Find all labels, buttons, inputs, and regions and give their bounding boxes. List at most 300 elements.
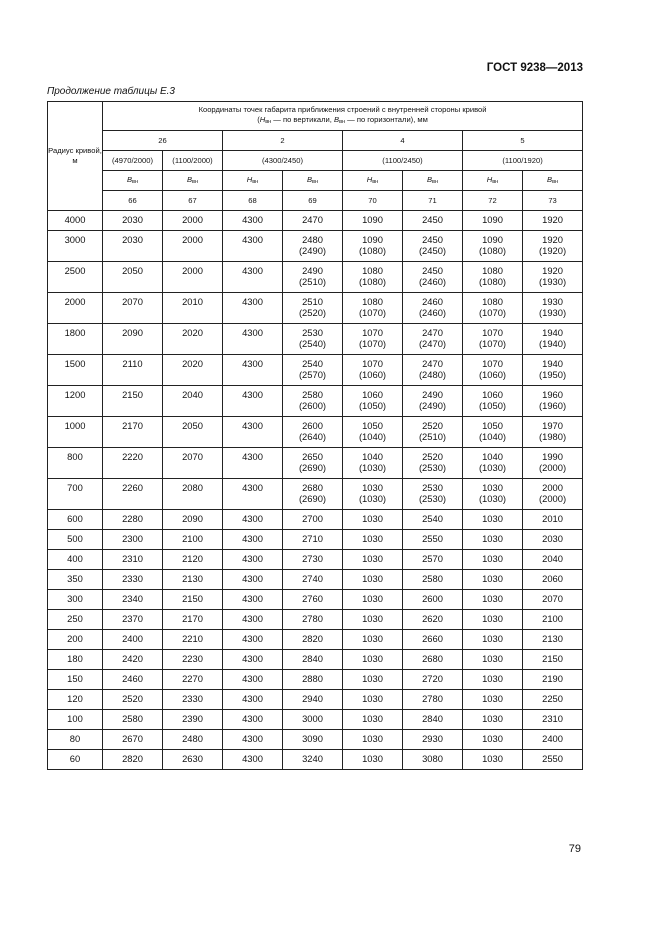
coordinate-cell [343, 670, 403, 690]
coordinate-cell [343, 293, 403, 324]
coordinate-cell [163, 262, 223, 293]
coordinate-value: 2780 [302, 613, 323, 624]
coordinate-value: 2220 [122, 451, 143, 462]
coordinate-cell [523, 231, 583, 262]
coordinate-symbol-header: Bвн [403, 171, 463, 191]
coordinate-cell [343, 610, 403, 630]
table-row [48, 550, 583, 570]
clearance-group-header: 2 [223, 131, 343, 151]
coordinate-value: 1030 [482, 482, 503, 493]
coordinate-value: 1090 [482, 214, 503, 225]
coordinate-value: 1030 [482, 593, 503, 604]
coordinate-value: 2270 [182, 673, 203, 684]
coordinate-value: 2600 [302, 420, 323, 431]
coordinate-cell [163, 590, 223, 610]
coordinates-header-line1: Координаты точек габарита приближения строений с внутренней стороны кривой [198, 105, 487, 114]
radius-cell: 4000 [48, 211, 103, 231]
coordinate-value: 1920 [542, 265, 563, 276]
coordinate-value: 2000 [542, 482, 563, 493]
coordinate-cell [343, 479, 403, 510]
coordinate-cell [283, 610, 343, 630]
alternate-value: (2490) [418, 400, 447, 411]
coordinate-cell [463, 550, 523, 570]
table-row [48, 630, 583, 650]
coordinate-value: 2710 [302, 533, 323, 544]
coordinate-value: 2310 [542, 713, 563, 724]
coordinate-cell [463, 448, 523, 479]
coordinate-cell [403, 211, 463, 231]
coordinate-value: 2530 [302, 327, 323, 338]
coordinate-value: 1030 [482, 613, 503, 624]
coordinate-cell [103, 510, 163, 530]
coordinate-value: 1080 [362, 296, 383, 307]
radius-cell: 700 [48, 479, 103, 510]
coordinate-value: 2820 [122, 753, 143, 764]
coordinate-value: 2540 [302, 358, 323, 369]
coordinate-cell [103, 710, 163, 730]
table-row [48, 355, 583, 386]
table-row [48, 710, 583, 730]
alternate-value: (2460) [418, 276, 447, 287]
coordinate-value: 2550 [422, 533, 443, 544]
coordinate-value: 2000 [182, 214, 203, 225]
coordinate-value: 2070 [122, 296, 143, 307]
coordinate-cell [163, 417, 223, 448]
coordinate-cell [463, 417, 523, 448]
coordinate-value: 2720 [422, 673, 443, 684]
coordinate-cell [223, 293, 283, 324]
coordinate-value: 1030 [362, 513, 383, 524]
table-row [48, 386, 583, 417]
coordinate-value: 1030 [482, 633, 503, 644]
coordinate-value: 4300 [242, 533, 263, 544]
coordinate-value: 2680 [302, 482, 323, 493]
alternate-value: (1060) [478, 369, 507, 380]
coordinate-value: 2450 [422, 265, 443, 276]
radius-header: Радиус кривой, м [48, 102, 103, 211]
coordinate-cell [163, 386, 223, 417]
coordinate-cell [403, 690, 463, 710]
coordinate-value: 2130 [542, 633, 563, 644]
coordinate-cell [163, 730, 223, 750]
point-number-header: 70 [343, 191, 403, 211]
radius-cell: 80 [48, 730, 103, 750]
coordinate-cell [223, 262, 283, 293]
coordinate-cell [283, 730, 343, 750]
coordinate-value: 2260 [122, 482, 143, 493]
coordinate-value: 2150 [182, 593, 203, 604]
coordinate-value: 2470 [422, 358, 443, 369]
coordinate-symbol-header: Hвн [343, 171, 403, 191]
coordinate-value: 2010 [542, 513, 563, 524]
coordinate-cell [343, 590, 403, 610]
alternate-value: (1040) [478, 431, 507, 442]
coordinate-value: 1070 [482, 358, 503, 369]
alternate-value: (1050) [478, 400, 507, 411]
alternate-value: (1070) [478, 338, 507, 349]
coordinate-value: 1080 [362, 265, 383, 276]
coordinate-cell [163, 670, 223, 690]
coordinate-value: 1920 [542, 234, 563, 245]
coordinate-value: 4300 [242, 633, 263, 644]
coordinate-cell [343, 262, 403, 293]
coordinate-cell [403, 293, 463, 324]
coordinate-cell [103, 448, 163, 479]
coordinate-value: 4300 [242, 389, 263, 400]
coordinate-value: 2570 [422, 553, 443, 564]
coordinate-value: 2600 [422, 593, 443, 604]
radius-cell: 600 [48, 510, 103, 530]
coordinate-cell [343, 417, 403, 448]
document-code: ГОСТ 9238—2013 [486, 62, 583, 74]
alternate-value: (2690) [298, 462, 327, 473]
coordinate-value: 4300 [242, 265, 263, 276]
radius-cell: 200 [48, 630, 103, 650]
point-number-header: 67 [163, 191, 223, 211]
coordinate-cell [463, 570, 523, 590]
coordinate-cell [103, 610, 163, 630]
coordinate-cell [403, 355, 463, 386]
coordinate-cell [283, 750, 343, 770]
coordinate-cell [523, 262, 583, 293]
coordinate-cell [283, 510, 343, 530]
coordinate-cell [283, 590, 343, 610]
alternate-value: (2540) [298, 338, 327, 349]
coordinate-value: 1030 [482, 713, 503, 724]
coordinate-cell [223, 355, 283, 386]
coordinate-value: 2030 [542, 533, 563, 544]
coordinate-cell [463, 479, 523, 510]
coordinate-cell [463, 231, 523, 262]
coordinate-cell [343, 448, 403, 479]
dimension-header: (1100/1920) [463, 151, 583, 171]
coordinates-header [103, 102, 583, 131]
coordinate-cell [403, 750, 463, 770]
coordinate-value: 1030 [482, 733, 503, 744]
coordinate-cell [463, 355, 523, 386]
coordinate-symbol-header: Bвн [103, 171, 163, 191]
coordinate-cell [343, 730, 403, 750]
coordinate-cell [523, 211, 583, 231]
coordinate-symbol-header: Bвн [523, 171, 583, 191]
coordinate-cell [463, 610, 523, 630]
radius-cell: 350 [48, 570, 103, 590]
coordinate-value: 1080 [482, 296, 503, 307]
radius-cell: 120 [48, 690, 103, 710]
alternate-value: (2490) [298, 245, 327, 256]
coordinate-cell [403, 262, 463, 293]
radius-cell: 1200 [48, 386, 103, 417]
coordinate-cell [223, 530, 283, 550]
coordinate-cell [223, 570, 283, 590]
coordinate-value: 2840 [422, 713, 443, 724]
coordinate-cell [283, 710, 343, 730]
alternate-value: (1080) [358, 245, 387, 256]
table-row [48, 690, 583, 710]
coordinate-cell [103, 590, 163, 610]
coordinate-value: 1040 [482, 451, 503, 462]
coordinate-cell [163, 570, 223, 590]
coordinate-cell [343, 211, 403, 231]
coordinate-cell [283, 324, 343, 355]
coordinate-cell [223, 211, 283, 231]
alternate-value: (1030) [478, 462, 507, 473]
coordinate-cell [223, 610, 283, 630]
coordinate-value: 2280 [122, 513, 143, 524]
coordinate-value: 2070 [182, 451, 203, 462]
radius-cell: 150 [48, 670, 103, 690]
coordinate-cell [103, 324, 163, 355]
table-row [48, 510, 583, 530]
coordinate-cell [283, 448, 343, 479]
coordinate-cell [523, 550, 583, 570]
alternate-value: (2460) [418, 307, 447, 318]
table-row [48, 730, 583, 750]
coordinate-value: 2330 [182, 693, 203, 704]
coordinate-value: 4300 [242, 214, 263, 225]
table-row [48, 670, 583, 690]
coordinate-cell [403, 510, 463, 530]
table-row [48, 211, 583, 231]
coordinate-value: 1090 [482, 234, 503, 245]
coordinates-header-line2: (Hвн — по вертикали, Bвн — по горизонтали), мм [257, 115, 428, 125]
coordinate-value: 2020 [182, 327, 203, 338]
coordinate-value: 1030 [362, 573, 383, 584]
coordinate-cell [403, 670, 463, 690]
clearance-table [47, 101, 583, 770]
coordinate-value: 2020 [182, 358, 203, 369]
coordinate-cell [283, 670, 343, 690]
coordinate-cell [223, 231, 283, 262]
alternate-value: (1960) [538, 400, 567, 411]
coordinate-cell [223, 630, 283, 650]
coordinate-cell [163, 530, 223, 550]
coordinate-cell [283, 417, 343, 448]
coordinate-cell [103, 530, 163, 550]
alternate-value: (1980) [538, 431, 567, 442]
alternate-value: (1050) [358, 400, 387, 411]
alternate-value: (1060) [358, 369, 387, 380]
coordinate-value: 2520 [422, 420, 443, 431]
coordinate-value: 2840 [302, 653, 323, 664]
coordinate-cell [163, 610, 223, 630]
coordinate-value: 2170 [122, 420, 143, 431]
coordinate-cell [283, 630, 343, 650]
coordinate-value: 1030 [482, 573, 503, 584]
coordinate-value: 1050 [482, 420, 503, 431]
coordinate-value: 2190 [542, 673, 563, 684]
coordinate-value: 4300 [242, 693, 263, 704]
coordinate-cell [403, 479, 463, 510]
coordinate-value: 4300 [242, 482, 263, 493]
coordinate-cell [223, 710, 283, 730]
alternate-value: (1070) [358, 307, 387, 318]
coordinate-value: 4300 [242, 327, 263, 338]
coordinate-cell [223, 550, 283, 570]
coordinate-value: 2660 [422, 633, 443, 644]
coordinate-cell [103, 650, 163, 670]
coordinate-value: 1030 [482, 653, 503, 664]
coordinate-cell [223, 730, 283, 750]
coordinate-value: 2450 [422, 234, 443, 245]
table-row [48, 479, 583, 510]
coordinate-cell [523, 570, 583, 590]
coordinate-value: 1030 [482, 513, 503, 524]
coordinate-cell [403, 610, 463, 630]
alternate-value: (1930) [538, 276, 567, 287]
coordinate-value: 2460 [422, 296, 443, 307]
coordinate-cell [223, 324, 283, 355]
coordinate-value: 2540 [422, 513, 443, 524]
coordinate-cell [103, 293, 163, 324]
coordinate-cell [403, 386, 463, 417]
coordinate-value: 1030 [362, 653, 383, 664]
coordinate-cell [463, 530, 523, 550]
coordinate-value: 2030 [122, 234, 143, 245]
radius-cell: 250 [48, 610, 103, 630]
coordinate-value: 1030 [362, 633, 383, 644]
coordinate-value: 2000 [182, 234, 203, 245]
coordinate-cell [223, 590, 283, 610]
coordinate-value: 2630 [182, 753, 203, 764]
coordinate-cell [523, 386, 583, 417]
coordinate-cell [523, 730, 583, 750]
coordinate-value: 2400 [542, 733, 563, 744]
alternate-value: (2640) [298, 431, 327, 442]
coordinate-cell [343, 630, 403, 650]
coordinate-cell [343, 324, 403, 355]
coordinate-cell [103, 670, 163, 690]
coordinate-value: 4300 [242, 234, 263, 245]
coordinate-value: 2670 [122, 733, 143, 744]
coordinate-cell [283, 386, 343, 417]
coordinate-value: 2150 [542, 653, 563, 664]
alternate-value: (2510) [298, 276, 327, 287]
alternate-value: (2530) [418, 462, 447, 473]
coordinate-cell [463, 211, 523, 231]
radius-cell: 100 [48, 710, 103, 730]
coordinate-cell [463, 590, 523, 610]
coordinate-cell [403, 650, 463, 670]
coordinate-symbol-header: Hвн [463, 171, 523, 191]
point-number-header: 68 [223, 191, 283, 211]
coordinate-cell [103, 417, 163, 448]
alternate-value: (1030) [478, 493, 507, 504]
coordinate-value: 1940 [542, 327, 563, 338]
coordinate-cell [403, 630, 463, 650]
coordinate-value: 3080 [422, 753, 443, 764]
coordinate-cell [283, 293, 343, 324]
coordinate-value: 2100 [542, 613, 563, 624]
coordinate-cell [283, 550, 343, 570]
dimension-header: (1100/2450) [343, 151, 463, 171]
coordinate-cell [523, 510, 583, 530]
coordinate-value: 1940 [542, 358, 563, 369]
coordinate-cell [163, 690, 223, 710]
coordinate-cell [523, 650, 583, 670]
coordinate-value: 1930 [542, 296, 563, 307]
alternate-value: (1920) [538, 245, 567, 256]
coordinate-value: 2090 [182, 513, 203, 524]
coordinate-value: 1090 [362, 234, 383, 245]
coordinate-value: 1030 [482, 673, 503, 684]
coordinate-cell [223, 510, 283, 530]
coordinate-cell [463, 650, 523, 670]
coordinate-value: 4300 [242, 673, 263, 684]
coordinate-cell [163, 510, 223, 530]
coordinate-value: 2400 [122, 633, 143, 644]
coordinate-value: 2480 [302, 234, 323, 245]
table-row [48, 324, 583, 355]
coordinate-cell [163, 479, 223, 510]
coordinate-value: 1030 [482, 693, 503, 704]
coordinate-value: 2090 [122, 327, 143, 338]
coordinate-value: 1030 [362, 553, 383, 564]
dimension-header: (1100/2000) [163, 151, 223, 171]
coordinate-value: 2580 [302, 389, 323, 400]
coordinate-value: 2120 [182, 553, 203, 564]
coordinate-value: 2060 [542, 573, 563, 584]
coordinate-cell [103, 750, 163, 770]
coordinate-value: 1030 [362, 733, 383, 744]
coordinate-value: 1970 [542, 420, 563, 431]
coordinate-cell [463, 710, 523, 730]
coordinate-value: 2030 [122, 214, 143, 225]
coordinate-value: 1030 [482, 753, 503, 764]
coordinate-cell [523, 417, 583, 448]
coordinate-value: 1070 [482, 327, 503, 338]
coordinate-cell [343, 550, 403, 570]
coordinate-value: 2730 [302, 553, 323, 564]
radius-cell: 2000 [48, 293, 103, 324]
coordinate-cell [523, 448, 583, 479]
coordinate-cell [283, 690, 343, 710]
coordinate-value: 2250 [542, 693, 563, 704]
coordinate-cell [163, 231, 223, 262]
coordinate-value: 2100 [182, 533, 203, 544]
coordinate-cell [523, 479, 583, 510]
coordinate-value: 2940 [302, 693, 323, 704]
coordinate-value: 4300 [242, 733, 263, 744]
radius-cell: 500 [48, 530, 103, 550]
coordinate-cell [283, 479, 343, 510]
coordinate-value: 2000 [182, 265, 203, 276]
coordinate-cell [463, 690, 523, 710]
coordinate-value: 1070 [362, 327, 383, 338]
coordinate-cell [223, 650, 283, 670]
coordinate-value: 4300 [242, 713, 263, 724]
coordinate-cell [223, 448, 283, 479]
coordinate-value: 2040 [542, 553, 563, 564]
coordinate-cell [163, 355, 223, 386]
coordinate-cell [523, 670, 583, 690]
radius-cell: 60 [48, 750, 103, 770]
coordinate-value: 2010 [182, 296, 203, 307]
coordinate-value: 2680 [422, 653, 443, 664]
coordinate-cell [403, 570, 463, 590]
coordinate-cell [223, 670, 283, 690]
coordinate-value: 2340 [122, 593, 143, 604]
coordinate-value: 2300 [122, 533, 143, 544]
coordinate-cell [403, 417, 463, 448]
alternate-value: (2510) [418, 431, 447, 442]
coordinate-value: 4300 [242, 573, 263, 584]
coordinate-cell [163, 710, 223, 730]
coordinate-cell [223, 690, 283, 710]
coordinate-value: 2760 [302, 593, 323, 604]
coordinate-cell [103, 386, 163, 417]
coordinate-cell [103, 570, 163, 590]
